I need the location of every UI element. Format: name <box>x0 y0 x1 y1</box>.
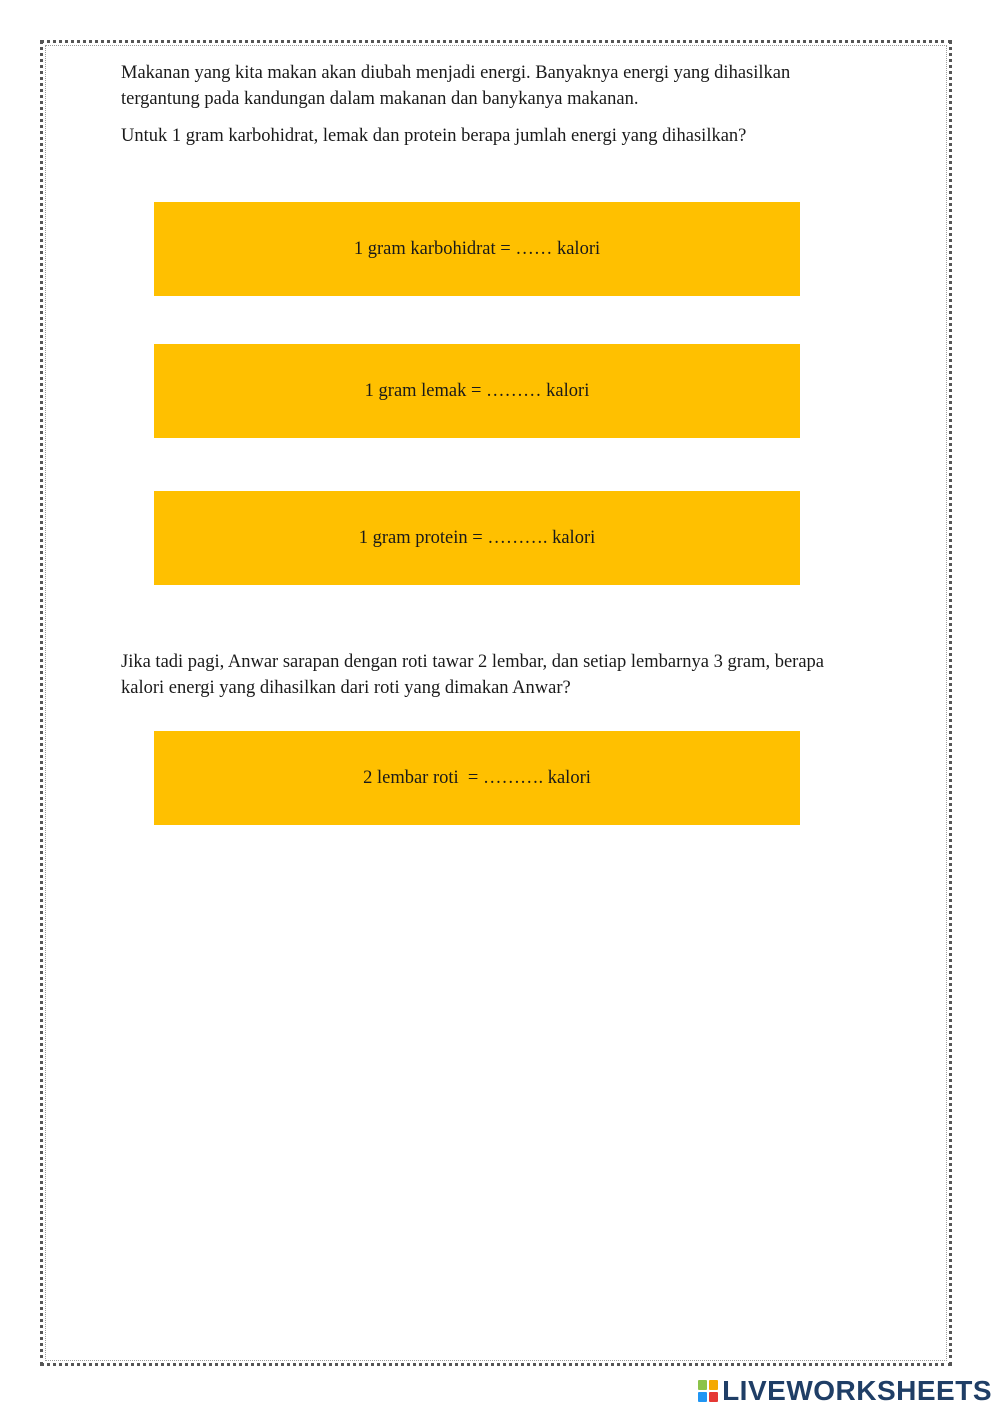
answer-box-lemak[interactable]: 1 gram lemak = ……… kalori <box>154 344 800 438</box>
brand-name: LIVEWORKSHEETS <box>722 1375 992 1406</box>
logo-square-1 <box>698 1380 707 1390</box>
answer-box-protein[interactable]: 1 gram protein = ………. kalori <box>154 491 800 585</box>
question-macronutrient-energy: Untuk 1 gram karbohidrat, lemak dan protein berapa jumlah energi yang dihasilkan? <box>121 126 747 146</box>
logo-square-3 <box>698 1392 707 1402</box>
answer-box-karbohidrat[interactable]: 1 gram karbohidrat = …… kalori <box>154 202 800 296</box>
question-bread-calories: Jika tadi pagi, Anwar sarapan dengan roti tawar 2 lembar, dan setiap lembarnya 3 gram, berapa kalori energi yang dihasilkan dari roti yang dimakan Anwar? <box>121 652 825 698</box>
logo-square-4 <box>709 1392 718 1402</box>
logo-square-2 <box>709 1380 718 1390</box>
liveworksheets-logo-icon <box>698 1380 718 1402</box>
intro-paragraph: Makanan yang kita makan akan diubah menjadi energi. Banyaknya energi yang dihasilkan tergantung pada kandungan dalam makanan dan banykanya makanan. <box>121 63 791 109</box>
answer-box-roti[interactable]: 2 lembar roti = ………. kalori <box>154 731 800 825</box>
liveworksheets-brand <box>698 1375 992 1407</box>
